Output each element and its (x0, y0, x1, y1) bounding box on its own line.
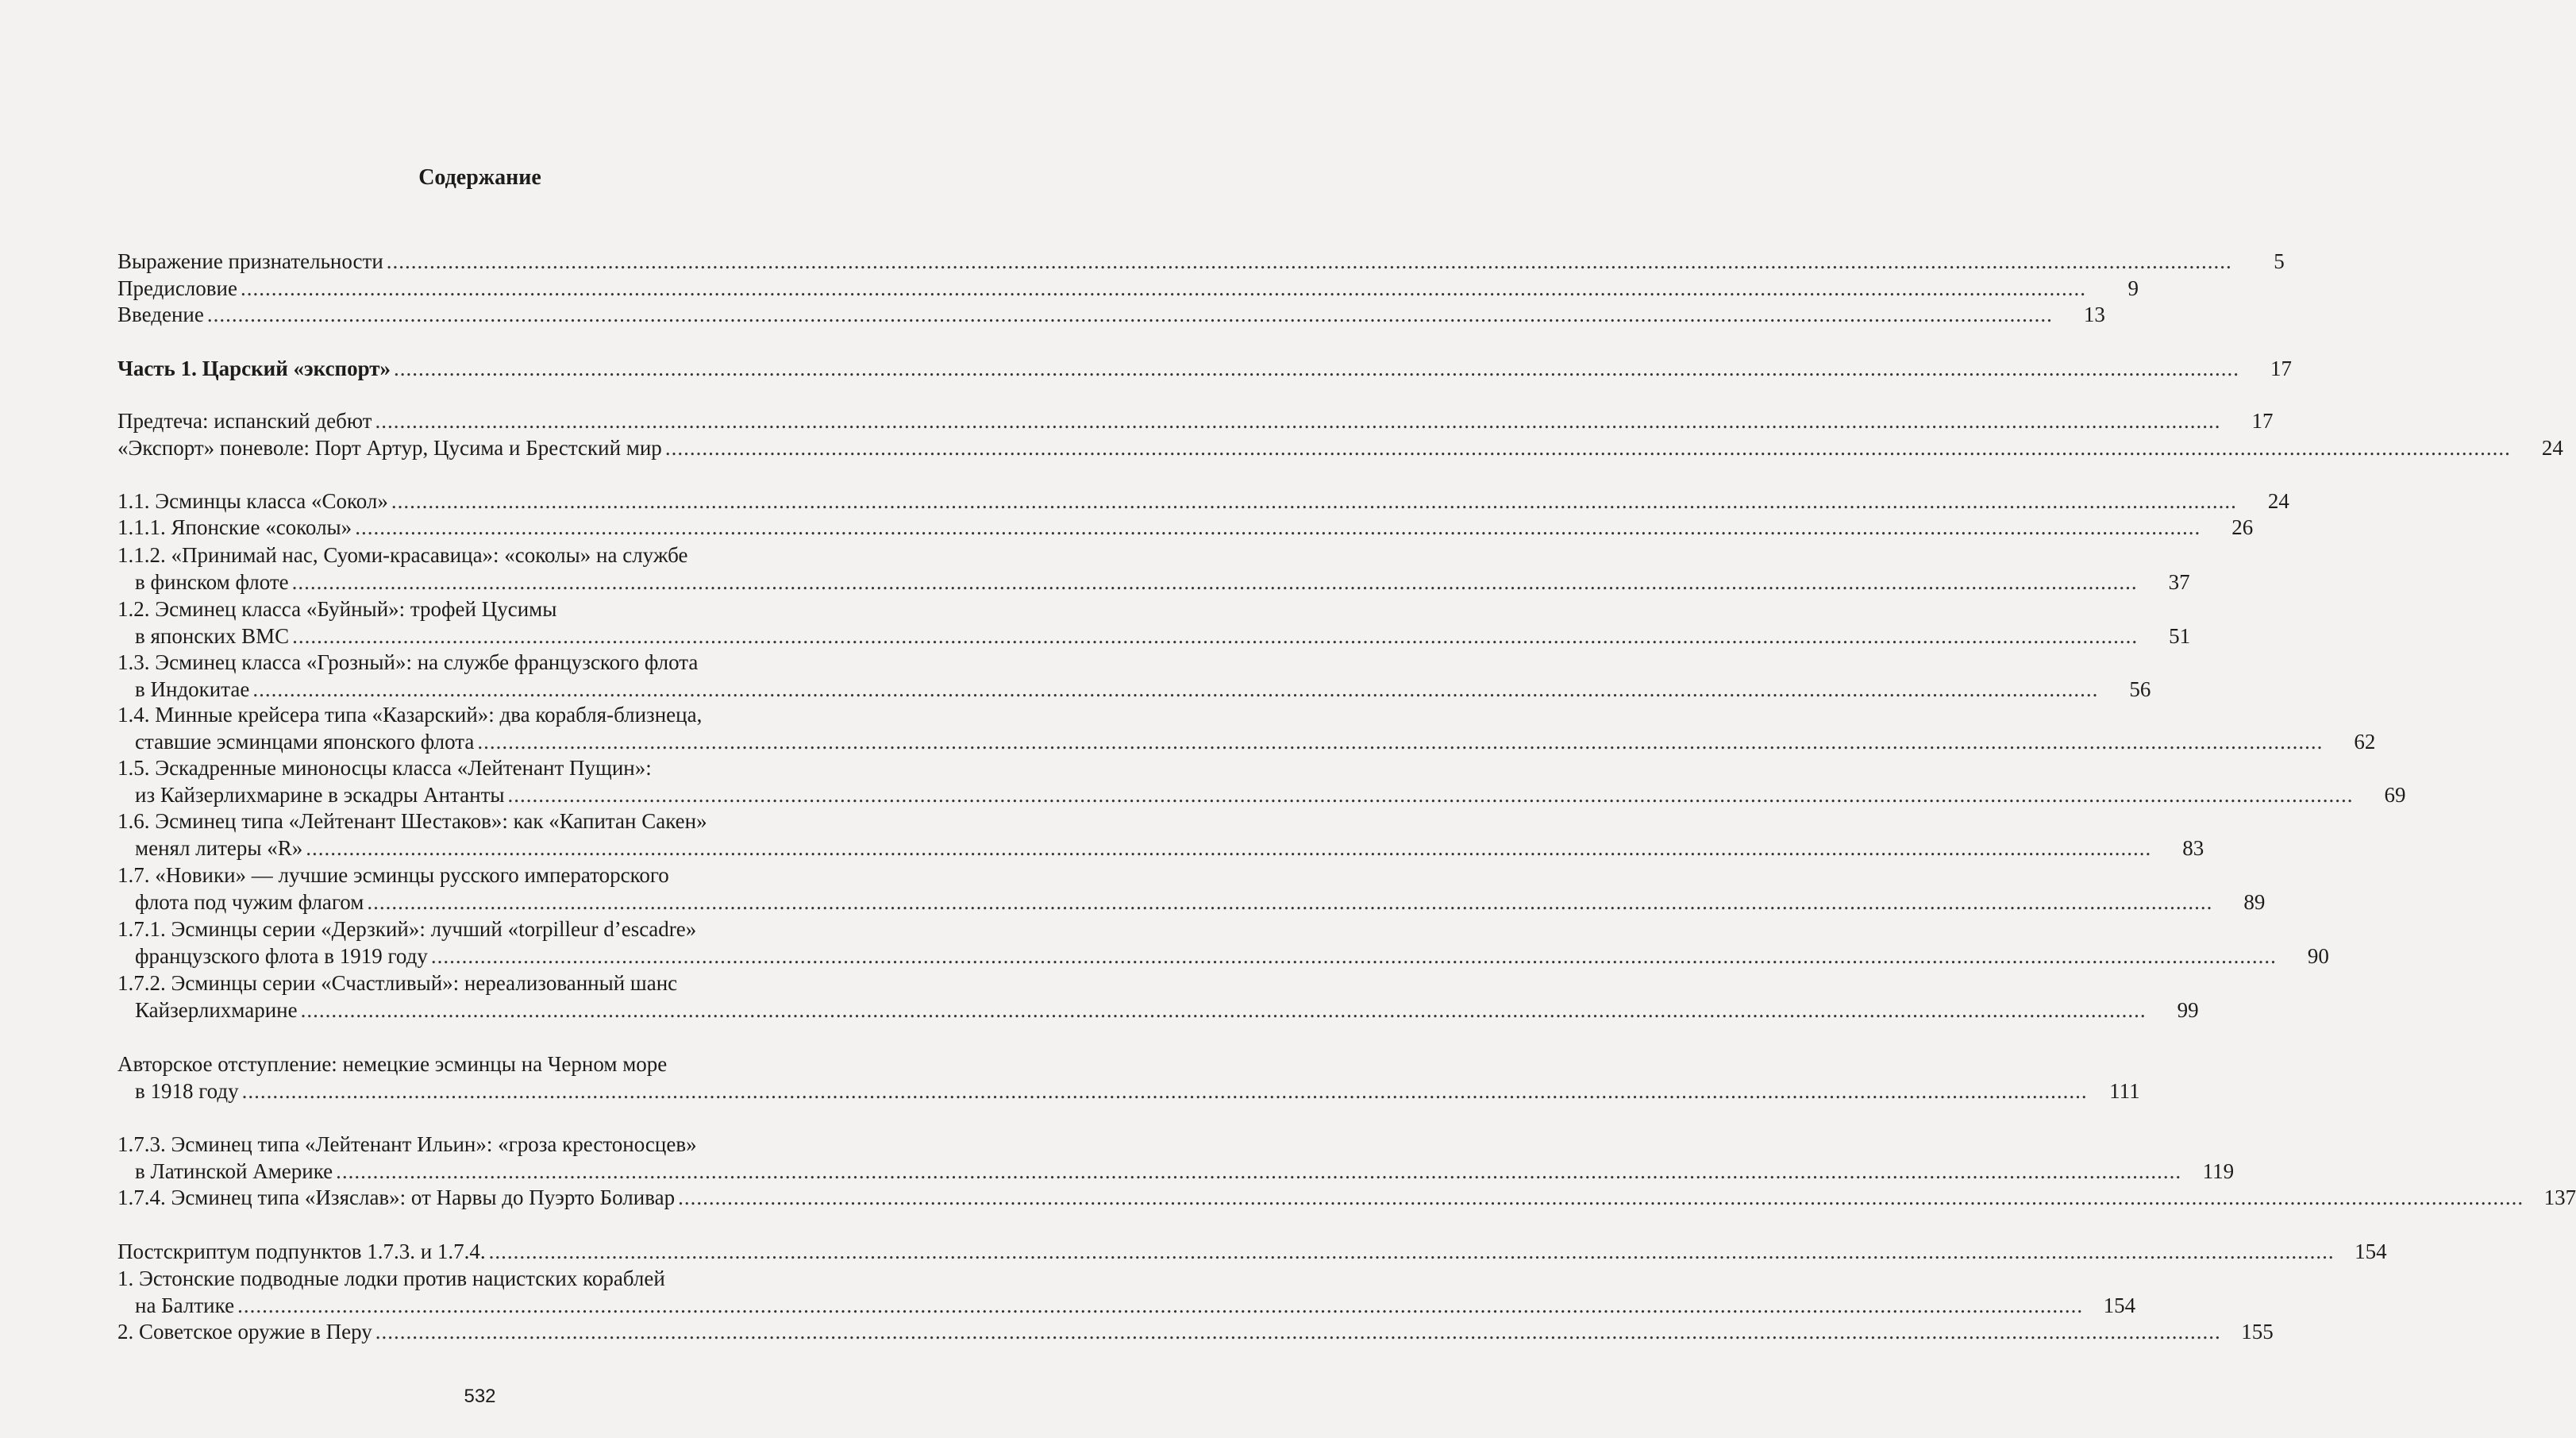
toc-page-number: 26 (2231, 515, 2254, 539)
toc-entry-title-line: на Балтике (135, 1293, 235, 1317)
toc-page-number: 69 (2384, 782, 2406, 807)
toc-entry-title-line: 1.4. Минные крейсера типа «Казарский»: два корабля-близнеца, (117, 703, 703, 727)
toc-entry-title-line: Введение (117, 303, 204, 326)
page-number: 532 (464, 1386, 496, 1407)
leader-dots: ............................................................................................................................................................................................................................................................................................................ (241, 1078, 2088, 1103)
toc-entry-title-line: Выражение признательности (117, 249, 383, 273)
toc-entry (117, 1319, 2274, 1346)
toc-entry (117, 596, 2191, 650)
leader-dots: ............................................................................................................................................................................................................................................................................................................ (507, 782, 2354, 807)
leader-dots: ............................................................................................................................................................................................................................................................................................................ (678, 1185, 2524, 1209)
toc-entry-title-line: из Кайзерлихмарине в эскадры Антанты (135, 782, 505, 807)
toc-page-number: 154 (2355, 1239, 2387, 1263)
toc-entry (117, 1239, 2387, 1266)
toc-page-number: 5 (2274, 249, 2285, 273)
leader-dots: ............................................................................................................................................................................................................................................................................................................ (664, 436, 2511, 460)
toc-page-number: 154 (2103, 1293, 2136, 1317)
toc-page-number: 17 (2251, 409, 2274, 433)
toc-page-number: 51 (2169, 623, 2191, 648)
toc-entry-title-line: 1.7.4. Эсминец типа «Изяслав»: от Нарвы до Пуэрто Боливар (117, 1185, 676, 1209)
toc-entry-title-line: 1.1.1. Японские «соколы» (117, 515, 352, 539)
toc-entry (117, 515, 2254, 542)
toc-page-number: 56 (2129, 677, 2151, 701)
toc-entry (117, 1185, 2576, 1212)
leader-dots: ............................................................................................................................................................................................................................................................................................................ (386, 249, 2232, 273)
toc-page-number: 137 (2543, 1185, 2576, 1209)
toc-entry-title-line: в Индокитае (135, 677, 250, 701)
toc-entry-title-line: 1.7.3. Эсминец типа «Лейтенант Ильин»: «гроза крестоносцев» (117, 1132, 697, 1156)
toc-page-number: 119 (2202, 1158, 2235, 1183)
toc-entry-title-line: менял литеры «R» (135, 835, 303, 860)
leader-dots: ............................................................................................................................................................................................................................................................................................................ (291, 569, 2138, 594)
toc-entry-title-line: в 1918 году (135, 1078, 239, 1103)
toc-entry-title-line: 1.5. Эскадренные миноносцы класса «Лейтенант Пущин»: (117, 756, 652, 780)
toc-entry (117, 356, 2293, 383)
toc-entry-title-line: флота под чужим флагом (135, 889, 364, 914)
toc-page-number: 24 (2541, 436, 2563, 460)
toc-page-number: 99 (2177, 997, 2199, 1022)
toc-entry (117, 650, 2151, 703)
toc-entry (117, 808, 2204, 862)
leader-dots: ............................................................................................................................................................................................................................................................................................................ (430, 943, 2277, 968)
toc-entry-title-line: 1.7.2. Эсминцы серии «Счастливый»: нереализованный шанс (117, 971, 678, 995)
toc-page-number: 111 (2109, 1078, 2140, 1103)
toc-entry-title-line: французского флота в 1919 году (135, 943, 428, 968)
toc-entry-title-line: 1.1.2. «Принимай нас, Суоми-красавица»: «соколы» на службе (117, 543, 688, 567)
toc-entry (117, 916, 2329, 970)
toc-entry (117, 702, 2376, 755)
toc-entry-title-line: Постскриптум подпунктов 1.7.3. и 1.7.4. (117, 1239, 486, 1263)
toc-page-number: 62 (2354, 729, 2376, 754)
toc-entry-title-line: Предисловие (117, 276, 237, 300)
toc-entry (117, 488, 2289, 515)
toc-entry (117, 542, 2190, 596)
toc-entry-title-line: 1.1. Эсминцы класса «Сокол» (117, 489, 388, 513)
leader-dots: ............................................................................................................................................................................................................................................................................................................ (367, 889, 2213, 914)
toc-entry-title-line: 1.6. Эсминец типа «Лейтенант Шестаков»: как «Капитан Сакен» (117, 809, 707, 833)
toc-entry-title-line: 1. Эстонские подводные лодки против нацистских кораблей (117, 1266, 665, 1290)
leader-dots: ............................................................................................................................................................................................................................................................................................................ (300, 997, 2147, 1022)
toc-page-number: 13 (2083, 303, 2105, 326)
leader-dots: ............................................................................................................................................................................................................................................................................................................ (488, 1239, 2335, 1263)
toc-entry (117, 755, 2406, 808)
leader-dots: ............................................................................................................................................................................................................................................................................................................ (292, 623, 2139, 648)
leader-dots: ............................................................................................................................................................................................................................................................................................................ (206, 303, 2053, 326)
toc-entry-title-line: 2. Советское оружие в Перу (117, 1320, 372, 1344)
leader-dots: ............................................................................................................................................................................................................................................................................................................ (237, 1293, 2084, 1317)
leader-dots: ............................................................................................................................................................................................................................................................................................................ (240, 276, 2086, 300)
toc-page-number: 155 (2241, 1320, 2274, 1344)
toc-entry-title-line: Часть 1. Царский «экспорт» (117, 357, 391, 380)
toc-entry (117, 408, 2274, 435)
toc-entry-title-line: ставшие эсминцами японского флота (135, 729, 475, 754)
toc-page-number: 17 (2270, 357, 2293, 380)
toc-entry (117, 862, 2266, 916)
leader-dots: ............................................................................................................................................................................................................................................................................................................ (336, 1158, 2182, 1183)
toc-page-number: 89 (2243, 889, 2266, 914)
toc-page-number: 24 (2267, 489, 2289, 513)
toc-entry-title-line: 1.3. Эсминец класса «Грозный»: на службе французского флота (117, 650, 699, 674)
leader-dots: ............................................................................................................................................................................................................................................................................................................ (252, 677, 2099, 701)
toc-page-number: 83 (2182, 835, 2204, 860)
toc-entry-title-line: 1.7. «Новики» — лучшие эсминцы русского императорского (117, 863, 669, 887)
toc-entry (117, 1051, 2140, 1105)
toc-page-number: 90 (2307, 943, 2329, 968)
leader-dots: ............................................................................................................................................................................................................................................................................................................ (306, 835, 2152, 860)
toc-page-number: 9 (2127, 276, 2139, 300)
toc-entry (117, 276, 2139, 303)
toc-entry-title-line: Предтеча: испанский дебют (117, 409, 372, 433)
toc-entry-title-line: в Латинской Америке (135, 1158, 333, 1183)
toc-entry (117, 249, 2285, 276)
toc-entry (117, 1132, 2235, 1185)
toc-page-number: 37 (2168, 569, 2190, 594)
leader-dots: ............................................................................................................................................................................................................................................................................................................ (477, 729, 2324, 754)
toc-entry-title-line: «Экспорт» поневоле: Порт Артур, Цусима и Брестский мир (117, 436, 662, 460)
toc-entry (117, 970, 2199, 1024)
toc-entry (117, 435, 2563, 462)
toc-entry-title-line: Кайзерлихмарине (135, 997, 298, 1022)
toc-entry (117, 1266, 2136, 1319)
leader-dots: ............................................................................................................................................................................................................................................................................................................ (375, 409, 2221, 433)
toc-entry (117, 302, 2105, 329)
leader-dots: ............................................................................................................................................................................................................................................................................................................ (394, 357, 2240, 380)
toc-entry-title-line: Авторское отступление: немецкие эсминцы на Черном море (117, 1052, 668, 1076)
leader-dots: ............................................................................................................................................................................................................................................................................................................ (391, 489, 2237, 513)
toc-entry-title-line: в японских ВМС (135, 623, 290, 648)
page-title: Содержание (418, 165, 541, 190)
toc-entry-title-line: 1.2. Эсминец класса «Буйный»: трофей Цусимы (117, 597, 557, 621)
leader-dots: ............................................................................................................................................................................................................................................................................................................ (355, 515, 2201, 539)
leader-dots: ............................................................................................................................................................................................................................................................................................................ (375, 1320, 2221, 1344)
toc-entry-title-line: в финском флоте (135, 569, 289, 594)
toc-entry-title-line: 1.7.1. Эсминцы серии «Дерзкий»: лучший «torpilleur d’escadre» (117, 917, 697, 941)
